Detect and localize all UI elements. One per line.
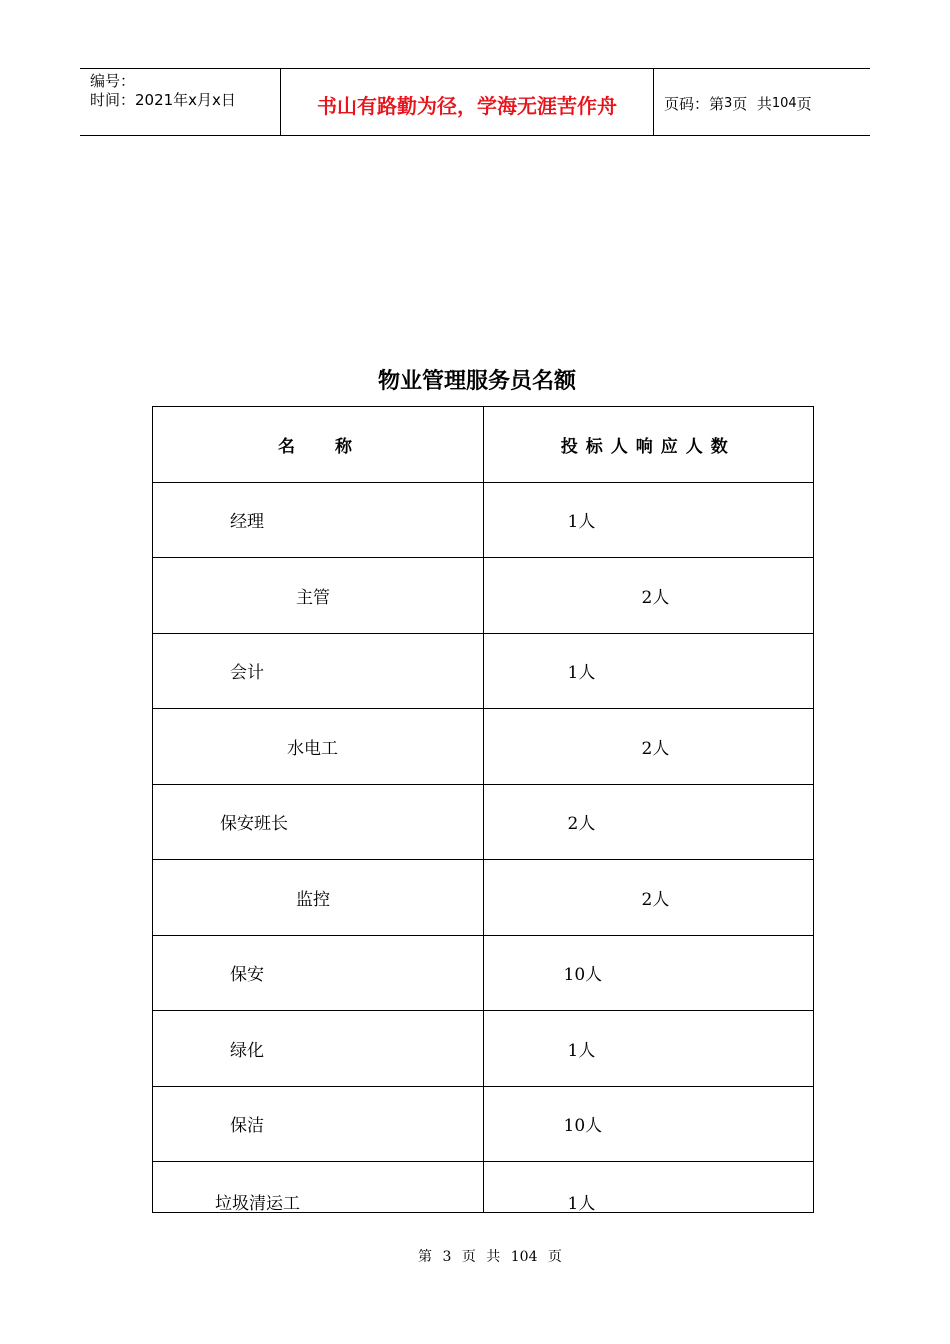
- position-name: 经理: [153, 482, 484, 558]
- position-name: 水电工: [153, 709, 484, 785]
- position-name: 保安: [153, 935, 484, 1011]
- position-count: 2人: [483, 558, 814, 634]
- position-count: 2人: [483, 709, 814, 785]
- position-name: 监控: [153, 860, 484, 936]
- position-count: 10人: [483, 935, 814, 1011]
- document-number: 编号：: [90, 72, 136, 90]
- table-row: [153, 709, 814, 785]
- table-row: [153, 935, 814, 1011]
- position-name: 主管: [153, 558, 484, 634]
- table-header-row: [153, 407, 814, 483]
- header-motto: 书山有路勤为径，学海无涯苦作舟: [281, 69, 654, 135]
- position-count: 1人: [483, 1011, 814, 1087]
- header-meta: [80, 69, 281, 135]
- document-title: 物业管理服务员名额: [377, 369, 576, 394]
- position-count: 2人: [483, 784, 814, 860]
- position-name: 绿化: [153, 1011, 484, 1087]
- table-row: [153, 1086, 814, 1162]
- column-header-name: 名称: [153, 407, 484, 483]
- table-row: [153, 1011, 814, 1087]
- table-row: [153, 482, 814, 558]
- header-page-number: 页码：第 3 页 共 104 页: [664, 94, 812, 113]
- position-count: 1人: [483, 633, 814, 709]
- table-row: [153, 633, 814, 709]
- table-row: [153, 784, 814, 860]
- position-count: 10人: [483, 1086, 814, 1162]
- position-count: 1人: [483, 1162, 814, 1213]
- staff-quota-table: [152, 406, 814, 1213]
- page-header: [80, 68, 870, 136]
- position-name: 保洁: [153, 1086, 484, 1162]
- position-count: 1人: [483, 482, 814, 558]
- document-time: 时间：2021年x月x日: [90, 91, 236, 109]
- position-name: 保安班长: [153, 784, 484, 860]
- table-row: [153, 558, 814, 634]
- position-name: 垃圾清运工: [153, 1162, 484, 1213]
- page-footer: 第 3 页 共 104 页: [418, 1249, 562, 1265]
- position-count: 2人: [483, 860, 814, 936]
- table-row: [153, 1162, 814, 1213]
- column-header-count: 投标人响应人数: [483, 407, 814, 483]
- table-row: [153, 860, 814, 936]
- position-name: 会计: [153, 633, 484, 709]
